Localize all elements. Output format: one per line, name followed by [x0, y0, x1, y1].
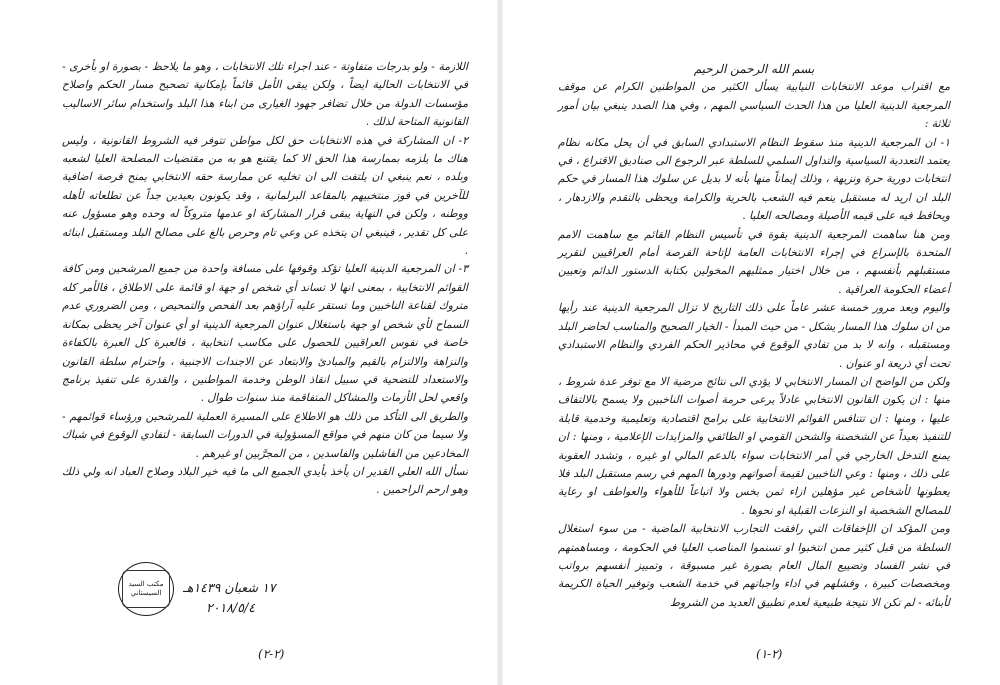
page-number: (٢-٢) [258, 647, 285, 661]
paragraph: ومن المؤكد ان الإخفاقات التي رافقت التجارب الانتخابية الماضية - من سوء استغلال السلطة من قبل كثير ممن انتخبوا او تسنموا المناصب العليا في الحكومة ، ومساهمتهم في نشر الفساد وتضييع المال العام بصورة غير مسبوقة ، وتمييز أنفسهم برواتب ومخصصات كبيرة ، وفشلهم في اداء واجباتهم في خدمة الشعب وتوفير الحياة الكريمة لأبنائه - لم تكن الا نتيجة طبيعية لعدم تطبيق العديد من الشروط [558, 522, 950, 609]
paragraph: ولكن من الواضح ان المسار الانتخابي لا يؤدي الى نتائج مرضية الا مع توفر عدة شروط ، منها : ان يكون القانون الانتخابي عادلاً يرعى حرمة أصوات الناخبين ولا يسمح بالالتفاف عليها ، ومنها : ان تتنافس القوائم الانتخابية على برامج اقتصادية وتعليمية وخدمية قابلة للتنفيذ بعيداً عن الشخصنة والشحن القومي او الطائفي والمزايدات الإعلامية ، ومنها : ان يمنع التدخل الخارجي في أمر الانتخابات سواء بالدعم المالي او غيره ، وتشدد العقوبة على ذلك ، ومنها : وعي الناخبين لقيمة أصواتهم ودورها المهم في رسم مستقبل البلد فلا يعطونها لأشخاص غير مؤهلين ازاء ثمن بخس ولا اتباعاً للأهواء والعواطف او رعاية للمصالح الشخصية او النزعات القبلية او نحوها . [558, 374, 950, 517]
page-number: (٢-١) [756, 647, 783, 661]
date-hijri: ١٧ شعبان ١٤٣٩هـ [183, 580, 276, 595]
paragraph: واليوم وبعد مرور خمسة عشر عاماً على ذلك التاريخ لا تزال المرجعية الدينية عند رأيها من ان سلوك هذا المسار يشكل - من حيث المبدأ - الخيار الصحيح والمناسب لحاضر البلد ومستقبله ، وانه لا بد من تفادي الوقوع في محاذير الحكم الفردي والنظام الاستبدادي تحت أي ذريعة او عنوان . [558, 301, 950, 370]
date-gregorian: ٢٠١٨/٥/٤ [206, 600, 256, 615]
paragraph: ٢- ان المشاركة في هذه الانتخابات حق لكل مواطن تتوفر فيه الشروط القانونية ، وليس هناك ما يلزمه بممارسة هذا الحق الا كما يقتنع هو به من مقتضيات المصلحة العليا لشعبه وبلده ، نعم ينبغي ان يلتفت الى ان تخليه عن ممارسة حقه الانتخابي يمنح فرصة اضافية للآخرين في فوز منتخبيهم بالمقاعد البرلمانية ، وقد يكونون بعيدين جداً عن تطلعاته لأهله ووطنه ، ولكن في النهاية يبقى قرار المشاركة او عدمها متروكاً له وحده وهو مسؤول عنه على كل تقدير ، فينبغي ان يتخذه عن وعي تام وحرص بالغ على مصالح البلد ومستقبل ابنائه . [62, 133, 468, 258]
right-page-text [558, 60, 950, 612]
paragraph: نسأل الله العلي القدير ان يأخذ بأيدي الجميع الى ما فيه خير البلاد وصلاح العباد انه ولي ذلك وهو ارحم الراحمين . [62, 464, 468, 497]
paragraph: ومن هنا ساهمت المرجعية الدينية بقوة في تأسيس النظام القائم مع ساهمت الامم المتحدة بالإسراع في إجراء الانتخابات العامة لإتاحة الفرصة أمام العراقيين لتقرير مستقبلهم بأنفسهم ، من خلال اختيار ممثليهم المخولين بكتابة الدستور الدائم وتعيين أعضاء الحكومة العراقية . [558, 227, 950, 296]
left-page-text [62, 58, 468, 500]
seal-text: مكتب السيد السيستاني [122, 570, 170, 608]
paragraph: اللازمة - ولو بدرجات متفاوتة - عند اجراء تلك الانتخابات ، وهو ما يلاحظ - بصورة او بأخرى - في الانتخابات الحالية ايضاً ، ولكن يبقى الأمل قائماً بإمكانية تصحيح مسار الحكم واصلاح مؤسسات الدولة من خلال تضافر جهود الغيارى من ابناء هذا البلد واستخدام سائر الاساليب القانونية المتاحة لذلك . [62, 60, 468, 129]
office-seal-stamp [118, 562, 174, 616]
paragraph: ١- ان المرجعية الدينية منذ سقوط النظام الاستبدادي السابق في أن يحل مكانه نظام يعتمد التعددية السياسية والتداول السلمي للسلطة عبر الرجوع الى صناديق الاقتراع ، في انتخابات دورية حرة ونزيهة ، وذلك إيماناً منها بأنه لا بديل عن سلوك هذا المسار في حكم البلد ان اريد له مستقبل ينعم فيه الشعب بالحرية والكرامة ويحظى بالتقدم والازدهار ، ويحافظ فيه على قيمه الأصيلة ومصالحه العليا . [558, 135, 950, 223]
right-page [500, 0, 1000, 685]
paragraph: والطريق الى التأكد من ذلك هو الاطلاع على المسيرة العملية للمرشحين ورؤساء قوائمهم - ولا سيما من كان منهم في مواقع المسؤولية في الدورات السابقة - لتفادي الوقوع في شباك المخادعين من الفاشلين والفاسدين ، من المجرَّبين او غيرهم . [62, 409, 468, 460]
paragraph: مع اقتراب موعد الانتخابات النيابية يسأل الكثير من المواطنين الكرام عن موقف المرجعية الدينية العليا من هذا الحدث السياسي المهم ، وفي هذا الصدد ينبغي بيان أمور ثلاثة : [558, 80, 950, 131]
paragraph: ٣- ان المرجعية الدينية العليا تؤكد وقوفها على مسافة واحدة من جميع المرشحين ومن كافة القوائم الانتخابية ، بمعنى انها لا تساند أي شخص او جهة او قائمة على الاطلاق ، فالأمر كله متروك لقناعة الناخبين وما تستقر عليه آراؤهم بعد الفحص والتمحيص ، ومن الضروري عدم السماح لأي شخص او جهة باستغلال عنوان المرجعية الدينية او أي عنوان آخر يحظى بمكانة خاصة في نفوس العراقيين للحصول على مكاسب انتخابية ، فالعبرة كل العبرة بالكفاءة والنزاهة والالتزام بالقيم والمبادئ والابتعاد عن الاجندات الاجنبية ، واحترام سلطة القانون والاستعداد للتضحية في سبيل انقاذ الوطن وخدمة المواطنين ، والقدرة على تنفيذ برنامج واقعي لحل الأزمات والمشاكل المتفاقمة منذ سنوات طوال . [62, 262, 468, 405]
basmala-heading: بسم الله الرحمن الرحيم [693, 62, 815, 76]
